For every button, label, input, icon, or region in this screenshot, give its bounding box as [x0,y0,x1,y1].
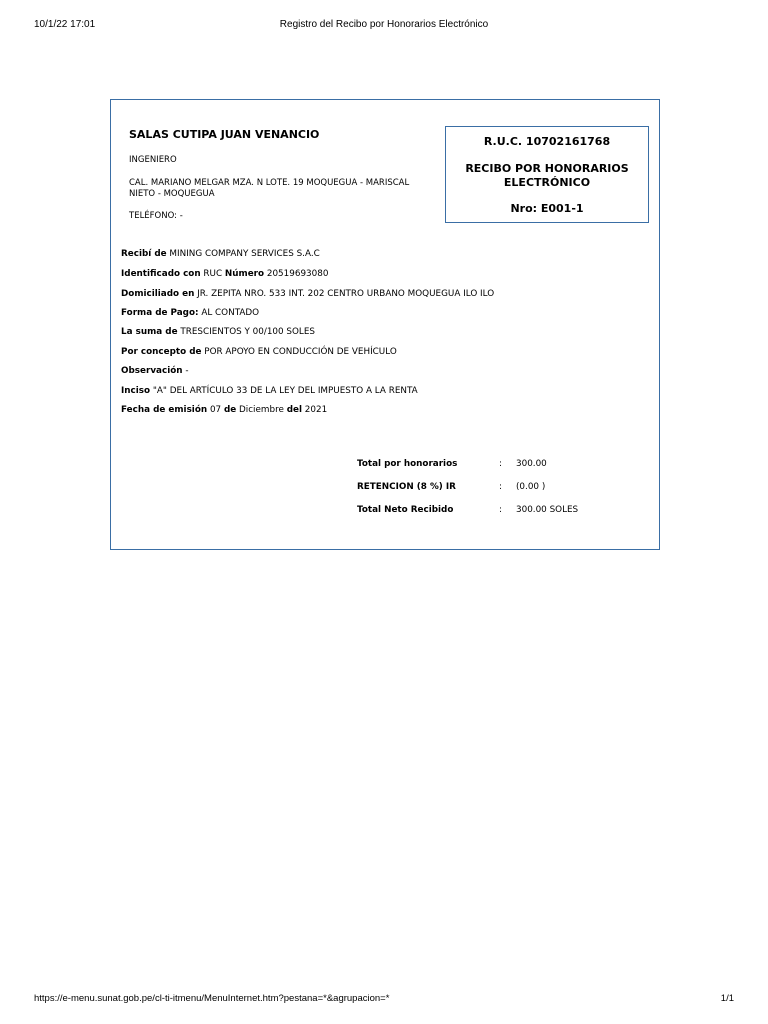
print-page-number: 1/1 [720,993,734,1004]
observation-line [121,366,189,376]
totals-separator: : [499,505,502,515]
inciso-value: "A" DEL ARTÍCULO 33 DE LA LEY DEL IMPUESTO A LA RENTA [152,386,418,396]
print-datetime: 10/1/22 17:01 [34,19,96,30]
document-number: Nro: E001-1 [510,202,584,215]
observation-label: Observación [121,366,183,376]
totals-separator: : [499,482,502,492]
domicile-value: JR. ZEPITA NRO. 533 INT. 202 CENTRO URBANO MOQUEGUA ILO ILO [197,289,495,299]
receipt-card [110,99,660,550]
ruc-box [445,126,649,223]
identified-number: 20519693080 [266,269,329,279]
issue-date-label: Fecha de emisión [121,405,208,415]
received-value: MINING COMPANY SERVICES S.A.C [169,249,320,259]
issue-date-year: 2021 [304,405,328,415]
sum-line [121,327,315,337]
sum-label: La suma de [121,327,178,337]
issue-date-line [121,405,327,415]
totals-label: RETENCION (8 %) IR [357,482,456,492]
issue-date-day: 07 [209,405,222,415]
totals-value: (0.00 ) [516,482,546,492]
totals-value: 300.00 [516,459,547,469]
issuer-phone: TELÉFONO: - [129,211,183,221]
print-page-title: Registro del Recibo por Honorarios Electrónico [279,19,489,30]
concept-value: POR APOYO EN CONDUCCIÓN DE VEHÍCULO [204,347,397,357]
payment-label: Forma de Pago: [121,308,199,318]
issue-date-month: Diciembre [239,405,284,415]
print-url: https://e-menu.sunat.gob.pe/cl-ti-itmenu/MenuInternet.htm?pestana=*&agrupacion=* [34,993,390,1004]
concept-line [121,347,397,357]
sum-value: TRESCIENTOS Y 00/100 SOLES [180,327,315,337]
received-label: Recibí de [121,249,167,259]
inciso-line [121,386,418,396]
domicile-label: Domiciliado en [121,289,195,299]
received-from-line [121,249,320,259]
concept-label: Por concepto de [121,347,202,357]
identified-type: RUC [203,269,223,279]
totals-value: 300.00 SOLES [516,505,579,515]
ruc-number: R.U.C. 10702161768 [483,135,611,148]
payment-value: AL CONTADO [201,308,260,318]
totals-separator: : [499,459,502,469]
identified-label: Identificado con [121,269,201,279]
issuer-address: CAL. MARIANO MELGAR MZA. N LOTE. 19 MOQUEGUA - MARISCAL NIETO - MOQUEGUA [129,178,410,199]
issue-date-de: de [223,405,237,415]
issuer-profession: INGENIERO [129,155,177,165]
inciso-label: Inciso [121,386,151,396]
issuer-name: SALAS CUTIPA JUAN VENANCIO [129,128,320,141]
issue-date-del: del [286,405,302,415]
totals-label: Total por honorarios [357,459,458,469]
number-label: Número [224,269,265,279]
payment-line [121,308,259,318]
identification-line [121,269,328,279]
totals-label: Total Neto Recibido [357,505,454,515]
document-type: RECIBO POR HONORARIOS ELECTRÓNICO [465,162,629,189]
observation-value: - [185,366,189,376]
domicile-line [121,289,494,299]
